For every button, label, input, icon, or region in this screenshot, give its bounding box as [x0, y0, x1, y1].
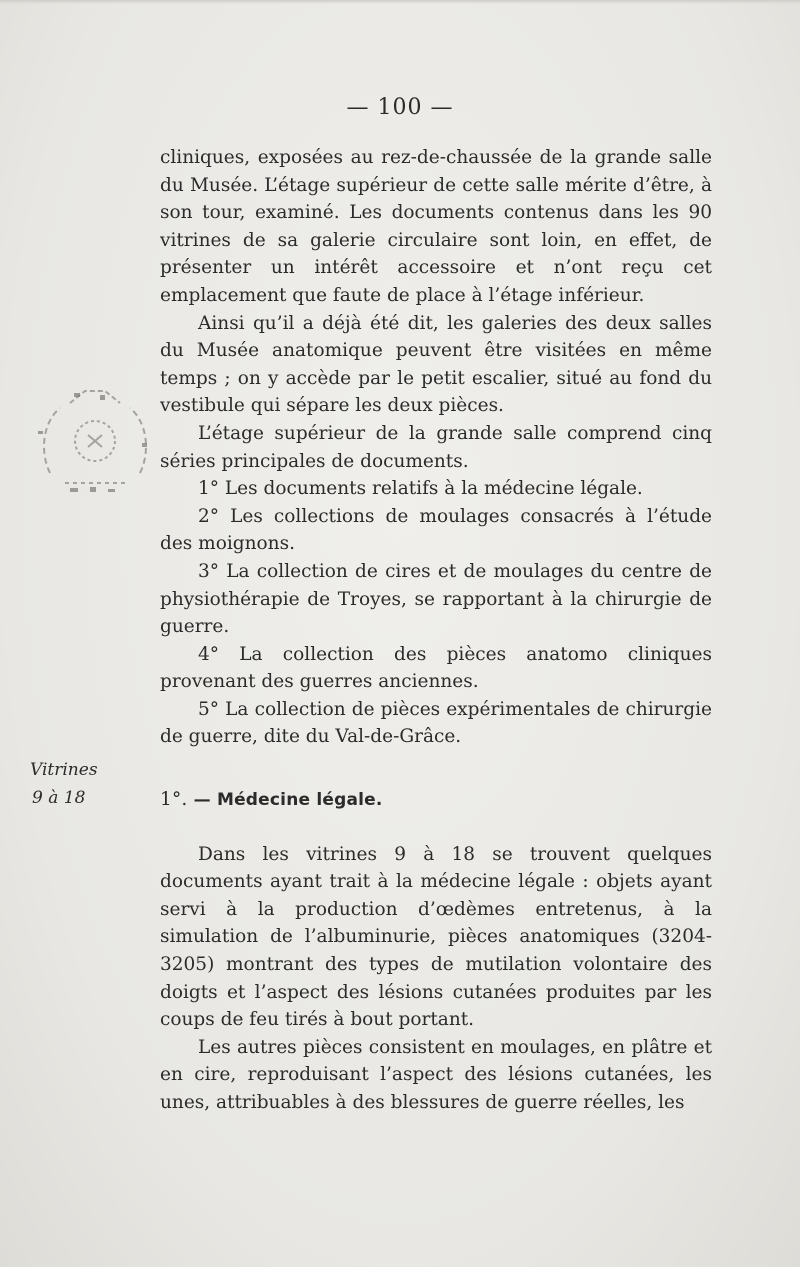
page-number: — 100 — — [346, 95, 454, 120]
margin-note-line: Vitrines — [30, 760, 98, 780]
top-edge-shadow — [0, 0, 800, 4]
list-item: 2° Les collections de moulages consacrés à l’étude des moignons. — [160, 505, 712, 555]
section-heading — [160, 786, 712, 815]
paragraph: Ainsi qu’il a déjà été dit, les galeries des deux salles du Musée anatomique peuvent être visitées en même temps ; on y accède par le petit escalier, situé au fond du vestibule qui sépare les deux pièces. — [160, 312, 712, 417]
margin-note — [30, 756, 98, 812]
margin-note-line: 9 à 18 — [32, 788, 86, 808]
paragraph: Dans les vitrines 9 à 18 se trouvent quelques documents ayant trait à la médecine légale : objets ayant servi à la production d’œdèmes entretenus, à la simulation de l’albuminurie, pièces anatomiques (3204-3205) montrant des types de mutilation volontaire des doigts et l’aspect des lésions cutanées produites par les coups de feu tirés à bout portant. — [160, 843, 712, 1031]
list-item: 5° La collection de pièces expérimentales de chirurgie de guerre, dite du Val-de-Grâce. — [160, 698, 712, 748]
list-item: 4° La collection des pièces anatomo cliniques provenant des guerres anciennes. — [160, 643, 712, 693]
paragraph: L’étage supérieur de la grande salle comprend cinq séries principales de documents. — [160, 422, 712, 472]
paragraph: cliniques, exposées au rez-de-chaussée de la grande salle du Musée. L’étage supérieur de cette salle mérite d’être, à son tour, examiné. Les documents contenus dans les 90 vitrines de sa galerie circulaire sont loin, en effet, de présenter un intérêt accessoire et n’ont reçu cet emplacement que faute de place à l’étage inférieur. — [160, 147, 712, 306]
paragraph: Les autres pièces consistent en moulages, en plâtre et en cire, reproduisant l’aspect des lésions cutanées, les unes, attribuables à des blessures de guerre réelles, les — [160, 1036, 712, 1113]
section-number: 1°. — [160, 789, 188, 810]
text-block-2 — [160, 786, 712, 1117]
library-stamp — [30, 383, 160, 503]
list-item: 1° Les documents relatifs à la médecine légale. — [198, 478, 643, 500]
list-item: 3° La collection de cires et de moulages du centre de physiothérapie de Troyes, se rapportant à la chirurgie de guerre. — [160, 560, 712, 638]
text-block-1 — [160, 144, 712, 751]
spacer — [160, 815, 712, 841]
section-title: — Médecine légale. — [193, 790, 383, 810]
